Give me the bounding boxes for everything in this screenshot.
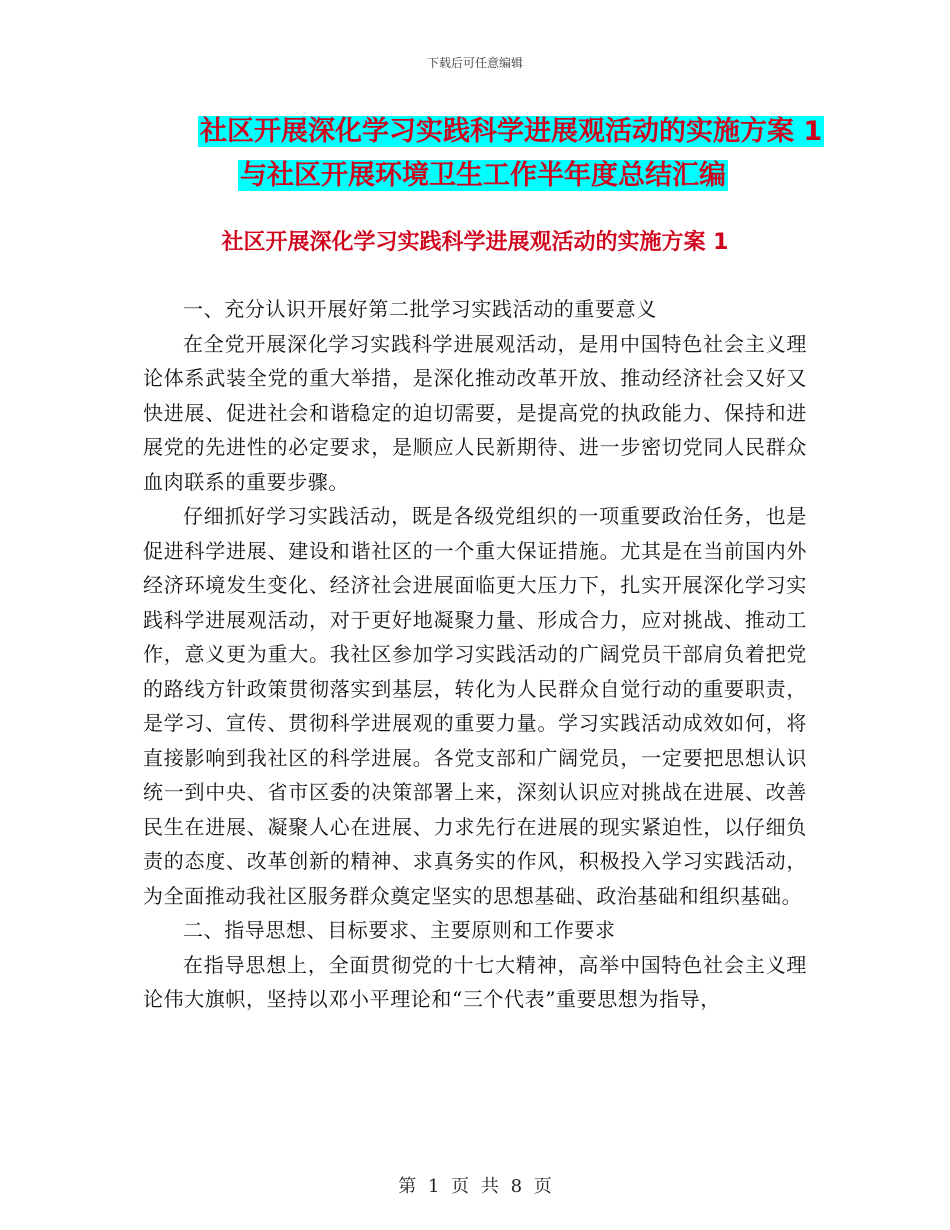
page-header-note: 下载后可任意编辑: [426, 56, 523, 70]
heading-2: 二、指导思想、目标要求、主要原则和工作要求: [183, 918, 616, 942]
document-body: [143, 292, 807, 1017]
paragraph: 仔细抓好学习实践活动，既是各级党组织的一项重要政治任务，也是促进科学进展、建设和谐社区的一个重大保证措施。尤其是在当前国内外经济环境发生变化、经济社会进展面临更大压力下，扎实开展深化学习实践科学进展观活动，对于更好地凝聚力量、形成合力，应对挑战、推动工作，意义更为重大。我社区参加学习实践活动的广阔党员干部肩负着把党的路线方针政策贯彻落实到基层，转化为人民群众自觉行动的重要职责，是学习、宣传、贯彻科学进展观的重要力量。学习实践活动成效如何，将直接影响到我社区的科学进展。各党支部和广阔党员，一定要把思想认识统一到中央、省市区委的决策部署上来，深刻认识应对挑战在进展、改善民生在进展、凝聚人心在进展、力求先行在进展的现实紧迫性，以仔细负责的态度、改革创新的精神、求真务实的作风，积极投入学习实践活动，为全面推动我社区服务群众奠定坚实的思想基础、政治基础和组织基础。: [143, 504, 807, 908]
heading-1: 一、充分认识开展好第二批学习实践活动的重要意义: [183, 297, 657, 321]
document-title-line-2: 与社区开展环境卫生工作半年度总结汇编: [240, 160, 726, 191]
paragraph: 在全党开展深化学习实践科学进展观活动，是用中国特色社会主义理论体系武装全党的重大举措，是深化推动改革开放、推动经济社会又好又快进展、促进社会和谐稳定的迫切需要，是提高党的执政能力、保持和进展党的先进性的必定要求，是顺应人民新期待、进一步密切党同人民群众血肉联系的重要步骤。: [143, 331, 807, 494]
section-title: 社区开展深化学习实践科学进展观活动的实施方案 1: [221, 230, 729, 255]
document-title-line-1: 社区开展深化学习实践科学进展观活动的实施方案 1: [200, 116, 823, 147]
paragraph: 在指导思想上，全面贯彻党的十七大精神，高举中国特色社会主义理论伟大旗帜，坚持以邓小平理论和“三个代表”重要思想为指导，: [143, 952, 807, 1011]
page-number: 第 1 页 共 8 页: [398, 1176, 552, 1197]
